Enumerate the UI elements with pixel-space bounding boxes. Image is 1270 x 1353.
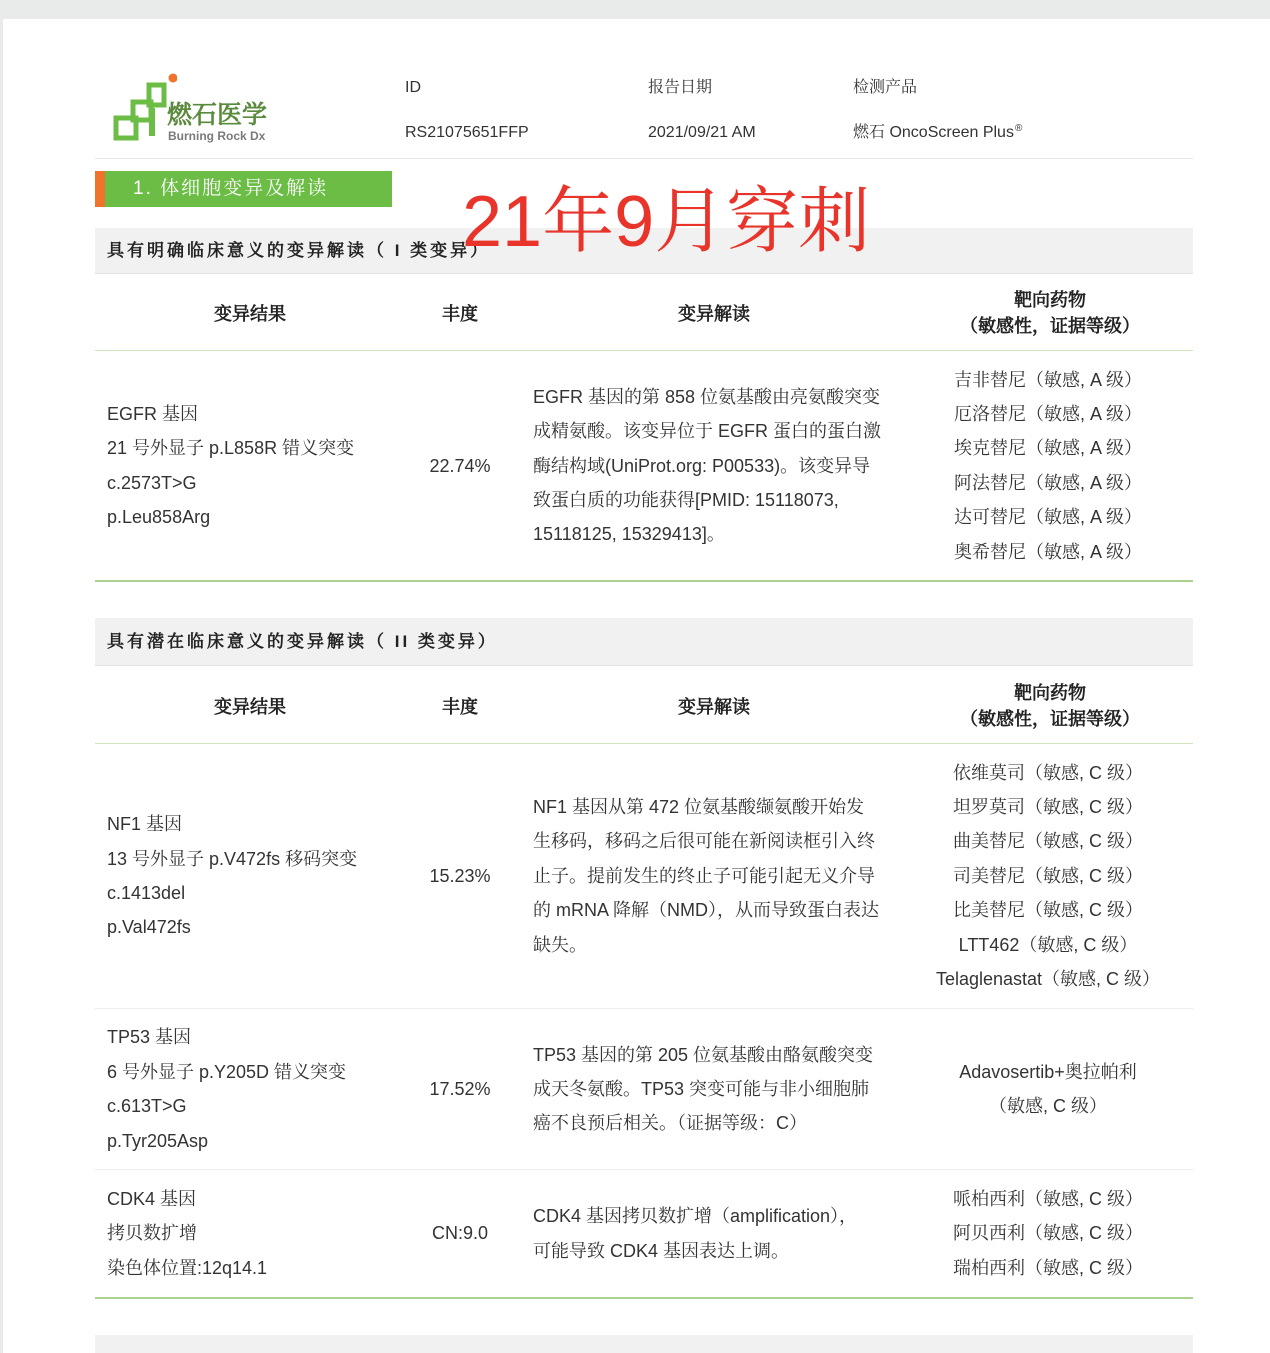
- registered-mark: ®: [1014, 123, 1023, 134]
- drug-item: 司美替尼（敏感, C 级）: [952, 865, 1143, 886]
- variant-result-line: c.1413del: [107, 882, 186, 903]
- drug-item: 曲美替尼（敏感, C 级）: [952, 831, 1143, 852]
- drug-item: 哌柏西利（敏感, C 级）: [952, 1188, 1143, 1209]
- section-accent: [95, 171, 105, 207]
- interpretation-line: 癌不良预后相关。（证据等级：C）: [533, 1113, 807, 1134]
- column-header-drugs-subtitle: （敏感性，证据等级）: [960, 708, 1140, 729]
- table-header-row: [95, 668, 1193, 744]
- drug-item: 阿法替尼（敏感, A 级）: [953, 472, 1142, 493]
- interpretation-line: 止子。提前发生的终止子可能引起无义介导: [533, 865, 875, 886]
- class2-table-body: [95, 744, 1193, 1299]
- abundance-value: 17.52%: [429, 1078, 491, 1099]
- column-header-abundance: 丰度: [442, 696, 478, 717]
- abundance-value: 22.74%: [429, 455, 491, 476]
- drug-item: 阿贝西利（敏感, C 级）: [952, 1223, 1143, 1244]
- variant-result-line: EGFR 基因: [107, 403, 199, 424]
- drug-item: 坦罗莫司（敏感, C 级）: [952, 796, 1143, 817]
- section-title: 1. 体细胞变异及解读: [133, 178, 329, 199]
- interpretation-line: 的 mRNA 降解（NMD），从而导致蛋白表达: [533, 900, 879, 921]
- interpretation-line: 可能导致 CDK4 基因表达上调。: [533, 1240, 790, 1261]
- variant-result-line: TP53 基因: [107, 1027, 192, 1048]
- variant-result-line: 6 号外显子 p.Y205D 错义突变: [107, 1061, 347, 1082]
- variant-result-line: NF1 基因: [107, 814, 183, 835]
- header-divider: [95, 158, 1193, 159]
- product-value: [853, 123, 1022, 143]
- drug-item: Adavosertib+奥拉帕利: [959, 1061, 1137, 1082]
- variant-result-line: 21 号外显子 p.L858R 错义突变: [107, 438, 355, 459]
- targeted-drugs-cell: [913, 1055, 1193, 1124]
- variant-result-cell: [95, 807, 405, 945]
- variant-row: [95, 1170, 1193, 1298]
- id-label: ID: [405, 79, 421, 96]
- interpretation-line: CDK4 基因拷贝数扩增（amplification），: [533, 1206, 858, 1227]
- interpretation-line: EGFR 基因的第 858 位氨基酸由亮氨酸突变: [533, 386, 881, 407]
- drug-item: 奥希替尼（敏感, A 级）: [953, 541, 1142, 562]
- logo-name-cn: 燃石医学: [167, 101, 268, 129]
- report-date-label: 报告日期: [648, 79, 713, 96]
- drug-item: （敏感, C 级）: [988, 1096, 1107, 1117]
- column-header-drugs-title: 靶向药物: [1014, 289, 1086, 310]
- class2-header: [95, 618, 1193, 666]
- interpretation-line: 15118125, 15329413]。: [533, 524, 725, 545]
- variant-result-line: p.Val472fs: [107, 917, 191, 938]
- interpretation-cell: [515, 790, 913, 962]
- next-section-band: [95, 1335, 1193, 1353]
- column-header-drugs-subtitle: （敏感性，证据等级）: [960, 315, 1140, 336]
- id-value: RS21075651FFP: [405, 124, 529, 141]
- variant-result-line: 拷贝数扩增: [107, 1223, 197, 1244]
- class1-table: [95, 275, 1193, 582]
- interpretation-cell: [515, 1199, 913, 1268]
- column-header-interpretation: 变异解读: [678, 696, 750, 717]
- drug-item: LTT462（敏感, C 级）: [958, 934, 1138, 955]
- variant-result-line: c.2573T>G: [107, 472, 197, 493]
- variant-row: [95, 1009, 1193, 1171]
- column-header-interpretation: 变异解读: [678, 303, 750, 324]
- targeted-drugs-cell: [913, 1182, 1193, 1285]
- interpretation-line: 成天冬氨酸。TP53 突变可能与非小细胞肺: [533, 1078, 870, 1099]
- variant-result-line: 13 号外显子 p.V472fs 移码突变: [107, 848, 358, 869]
- column-header-drugs-title: 靶向药物: [1014, 682, 1086, 703]
- variant-row: [95, 744, 1193, 1009]
- drug-item: 埃克替尼（敏感, A 级）: [953, 438, 1142, 459]
- interpretation-line: 成精氨酸。该变异位于 EGFR 蛋白的蛋白激: [533, 421, 882, 442]
- variant-result-line: 染色体位置:12q14.1: [107, 1257, 268, 1278]
- product-name: 燃石 OncoScreen Plus: [853, 124, 1014, 141]
- abundance-value: CN:9.0: [431, 1223, 489, 1244]
- drug-item: 达可替尼（敏感, A 级）: [953, 507, 1142, 528]
- class1-title: 具有明确临床意义的变异解读（ I 类变异）: [107, 241, 491, 260]
- variant-row: [95, 351, 1193, 582]
- variant-result-line: p.Leu858Arg: [107, 507, 211, 528]
- variant-result-line: CDK4 基因: [107, 1188, 197, 1209]
- column-header-drugs: [913, 680, 1193, 732]
- left-edge: [0, 0, 3, 1353]
- drug-item: 厄洛替尼（敏感, A 级）: [953, 403, 1142, 424]
- variant-result-line: p.Tyr205Asp: [107, 1130, 209, 1151]
- drug-item: 瑞柏西利（敏感, C 级）: [952, 1257, 1143, 1278]
- abundance-value: 15.23%: [429, 865, 491, 886]
- interpretation-line: NF1 基因从第 472 位氨基酸缬氨酸开始发: [533, 796, 865, 817]
- interpretation-line: 缺失。: [533, 934, 587, 955]
- drug-item: Telaglenastat（敏感, C 级）: [935, 968, 1161, 989]
- column-header-result: 变异结果: [214, 303, 286, 324]
- targeted-drugs-cell: [913, 756, 1193, 997]
- handwritten-annotation: 21年9月穿刺: [462, 182, 871, 262]
- class1-table-body: [95, 351, 1193, 582]
- drug-item: 吉非替尼（敏感, A 级）: [953, 369, 1142, 390]
- interpretation-line: 酶结构域(UniProt.org: P00533)。该变异导: [533, 455, 871, 476]
- class2-title: 具有潜在临床意义的变异解读（ II 类变异）: [107, 632, 498, 651]
- variant-result-cell: [95, 397, 405, 535]
- drug-item: 比美替尼（敏感, C 级）: [952, 900, 1143, 921]
- targeted-drugs-cell: [913, 363, 1193, 569]
- interpretation-line: 致蛋白质的功能获得[PMID: 15118073,: [533, 489, 839, 510]
- drug-item: 依维莫司（敏感, C 级）: [952, 762, 1143, 783]
- logo-name-en: Burning Rock Dx: [168, 129, 266, 143]
- class2-table: [95, 668, 1193, 1299]
- interpretation-cell: [515, 1038, 913, 1141]
- product-label: 检测产品: [853, 79, 918, 96]
- table-header-row: [95, 275, 1193, 351]
- interpretation-line: TP53 基因的第 205 位氨基酸由酪氨酸突变: [533, 1044, 874, 1065]
- column-header-result: 变异结果: [214, 696, 286, 717]
- variant-result-cell: [95, 1020, 405, 1158]
- variant-result-cell: [95, 1182, 405, 1285]
- interpretation-line: 生移码，移码之后很可能在新阅读框引入终: [533, 831, 875, 852]
- interpretation-cell: [515, 380, 913, 552]
- report-date-value: 2021/09/21 AM: [648, 124, 756, 141]
- variant-result-line: c.613T>G: [107, 1096, 187, 1117]
- column-header-abundance: 丰度: [442, 303, 478, 324]
- column-header-drugs: [913, 287, 1193, 339]
- top-edge: [0, 0, 1270, 19]
